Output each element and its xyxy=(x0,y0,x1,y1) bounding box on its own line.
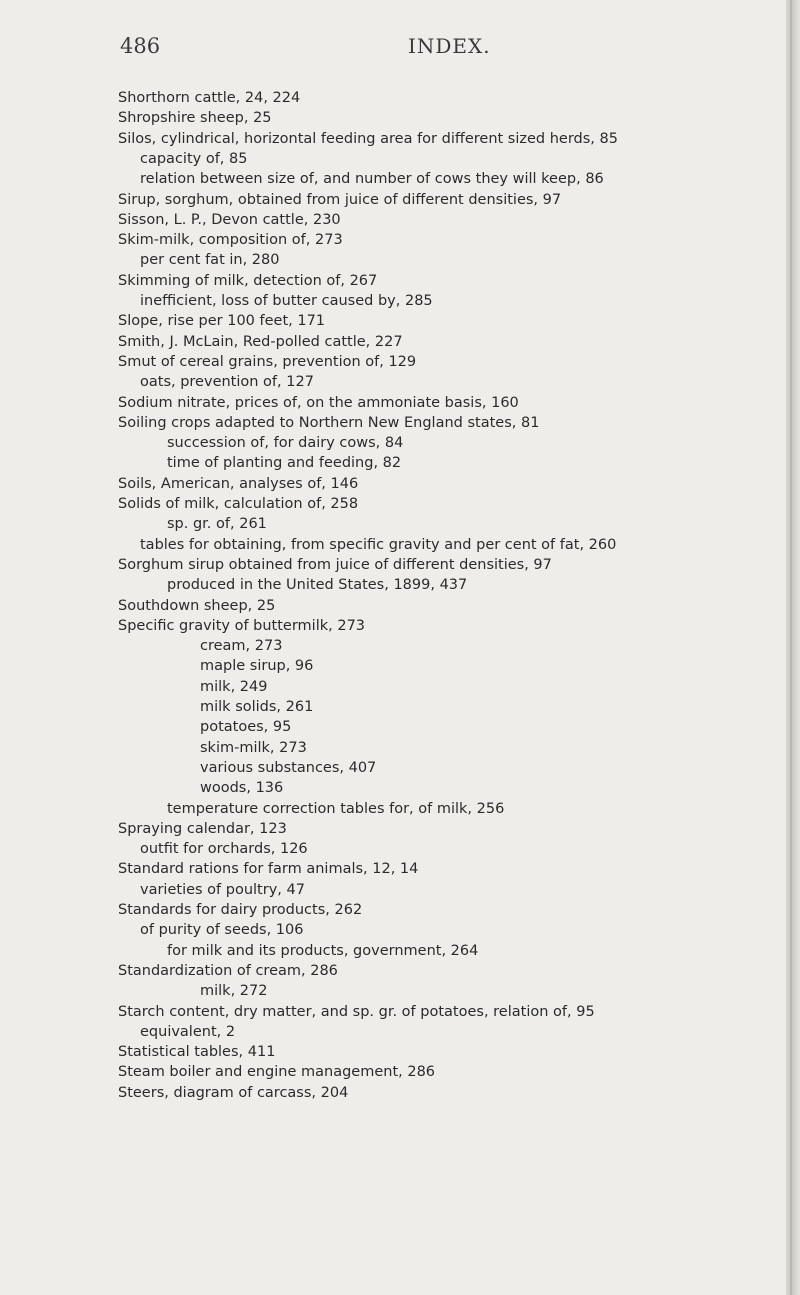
index-subentry: milk solids, 261 xyxy=(200,699,314,715)
index-entry: Shorthorn cattle, 24, 224 xyxy=(118,90,301,106)
index-entry: Skim-milk, composition of, 273 xyxy=(118,232,343,249)
index-entry: Standard rations for farm animals, 12, 14 xyxy=(118,861,419,878)
index-subentry: temperature correction tables for, of milk, 256 xyxy=(167,800,505,817)
page-number: 486 xyxy=(120,34,161,58)
index-entry: Shropshire sheep, 25 xyxy=(118,110,272,127)
index-subentry: skim-milk, 273 xyxy=(200,739,307,756)
index-subentry: succession of, for dairy cows, 84 xyxy=(167,435,404,452)
index-entry: Southdown sheep, 25 xyxy=(118,597,276,614)
index-subentry: of purity of seeds, 106 xyxy=(140,922,304,939)
index-entry: Spraying calendar, 123 xyxy=(118,820,287,837)
index-entry: Standards for dairy products, 262 xyxy=(118,902,363,918)
page-edge-shadow xyxy=(786,0,800,1295)
index-entry: Steam boiler and engine management, 286 xyxy=(118,1064,436,1081)
index-entry: Smut of cereal grains, prevention of, 129 xyxy=(118,353,417,370)
page-title: INDEX. xyxy=(408,34,491,58)
index-entry: Statistical tables, 411 xyxy=(118,1044,276,1061)
index-subentry: time of planting and feeding, 82 xyxy=(167,455,402,472)
index-entry: Soiling crops adapted to Northern New England states, 81 xyxy=(118,414,540,431)
index-subentry: tables for obtaining, from specific gravity and per cent of fat, 260 xyxy=(140,536,617,553)
index-entry: Soils, American, analyses of, 146 xyxy=(118,475,359,492)
page-edge-line xyxy=(790,0,792,1295)
page-header xyxy=(0,34,800,64)
index-subentry: inefficient, loss of butter caused by, 285 xyxy=(140,293,433,309)
index-subentry: outfit for orchards, 126 xyxy=(140,841,308,858)
index-subentry: various substances, 407 xyxy=(200,759,377,776)
index-entry: Steers, diagram of carcass, 204 xyxy=(118,1084,349,1101)
index-entry: Standardization of cream, 286 xyxy=(118,962,338,979)
index-entry: Sirup, sorghum, obtained from juice of different densities, 97 xyxy=(118,191,562,208)
index-subentry: relation between size of, and number of cows they will keep, 86 xyxy=(140,171,604,188)
index-subentry: for milk and its products, government, 264 xyxy=(167,942,479,959)
index-entry: Sodium nitrate, prices of, on the ammoniate basis, 160 xyxy=(118,394,519,411)
index-subentry: woods, 136 xyxy=(200,780,284,797)
index-entry: Starch content, dry matter, and sp. gr. of potatoes, relation of, 95 xyxy=(118,1003,595,1020)
index-entry: Slope, rise per 100 feet, 171 xyxy=(118,313,326,330)
index-subentry: capacity of, 85 xyxy=(140,150,248,167)
index-entry: Smith, J. McLain, Red-polled cattle, 227 xyxy=(118,333,403,350)
index-subentry: maple sirup, 96 xyxy=(200,658,314,675)
index-subentry: cream, 273 xyxy=(200,638,283,655)
index-entry: Skimming of milk, detection of, 267 xyxy=(118,272,378,289)
index-entry: Sorghum sirup obtained from juice of different densities, 97 xyxy=(118,556,552,573)
index-subentry: potatoes, 95 xyxy=(200,719,292,736)
index-entry: Silos, cylindrical, horizontal feeding area for different sized herds, 85 xyxy=(118,130,618,147)
index-subentry: sp. gr. of, 261 xyxy=(167,516,267,533)
index-subentry: oats, prevention of, 127 xyxy=(140,374,314,391)
index-entry: Sisson, L. P., Devon cattle, 230 xyxy=(118,211,341,228)
index-subentry: equivalent, 2 xyxy=(140,1023,236,1040)
index-subentry: milk, 249 xyxy=(200,678,268,695)
index-subentry: varieties of poultry, 47 xyxy=(140,881,305,898)
index-entry: Specific gravity of buttermilk, 273 xyxy=(118,617,366,634)
index-entry: Solids of milk, calculation of, 258 xyxy=(118,496,359,512)
index-subentry: per cent fat in, 280 xyxy=(140,252,280,269)
index-subentry: milk, 272 xyxy=(200,983,268,1000)
index-subentry: produced in the United States, 1899, 437 xyxy=(167,577,468,594)
